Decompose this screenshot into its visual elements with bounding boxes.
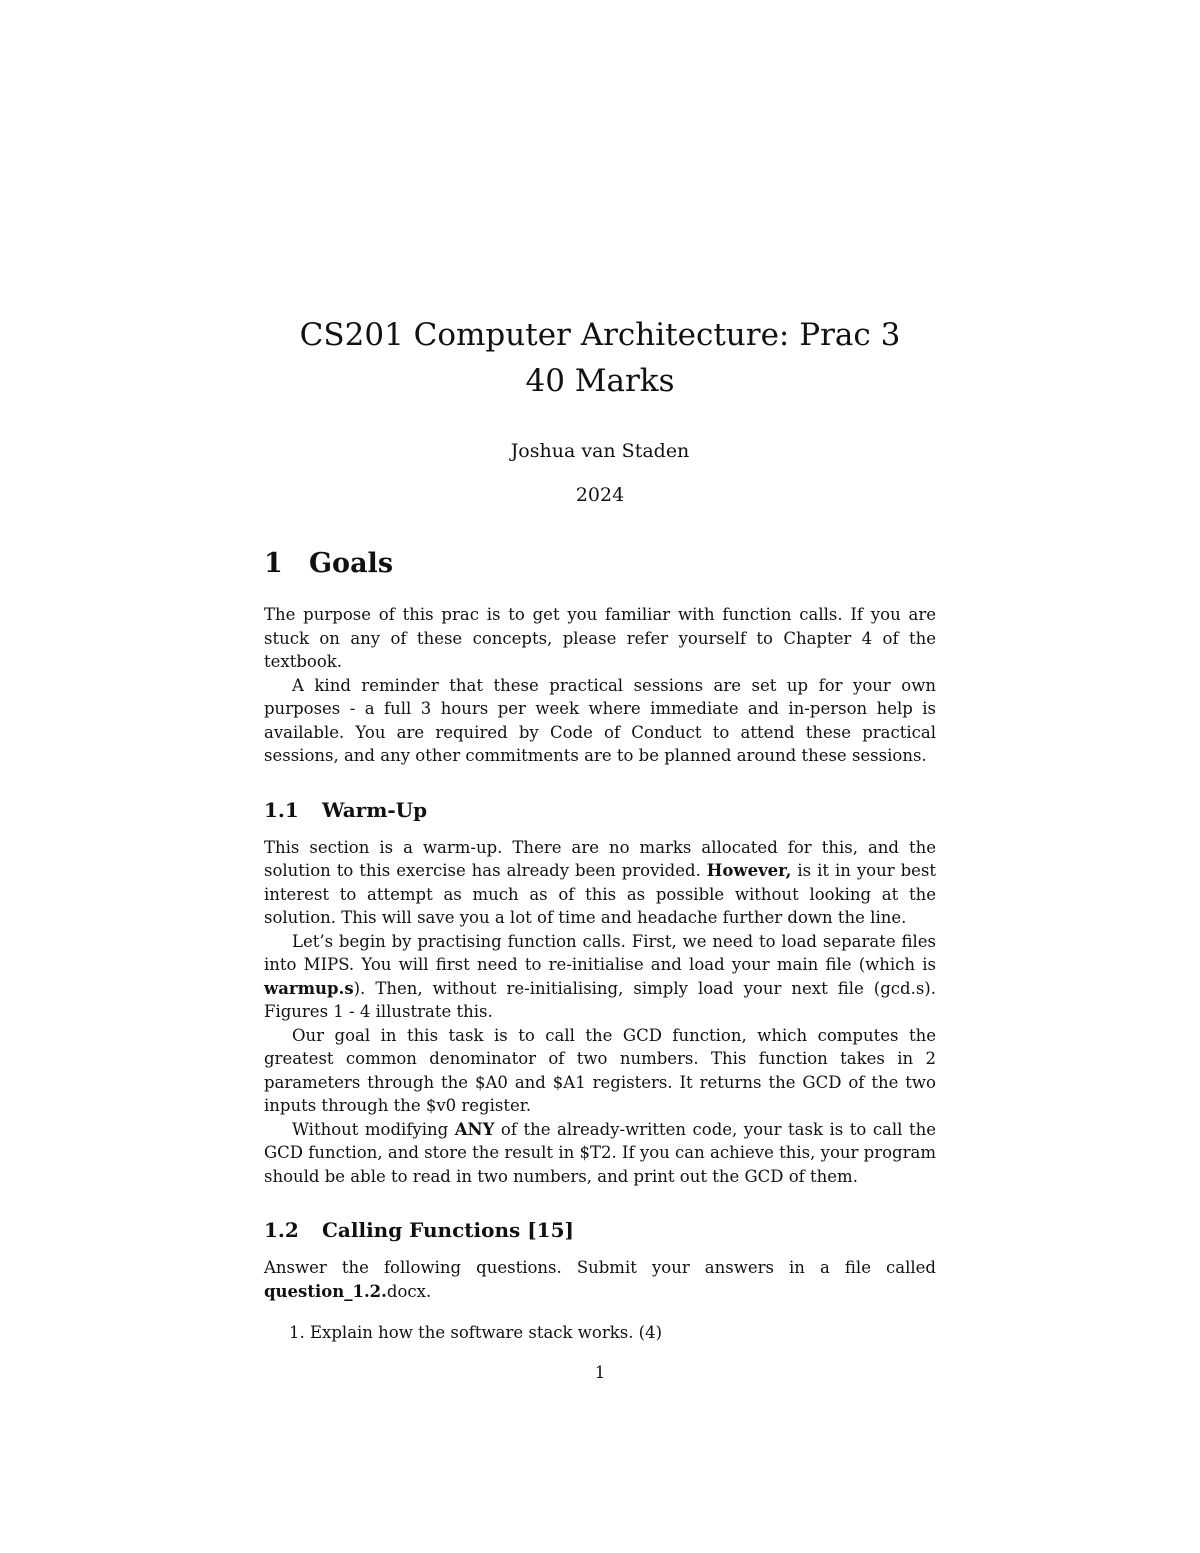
title-line-2: 40 Marks	[525, 363, 675, 399]
subsection-title: Warm-Up	[322, 797, 428, 822]
bold-text: warmup.s	[264, 978, 354, 998]
section-goals	[264, 548, 936, 768]
document-body	[264, 548, 936, 1375]
text-run: is it in your best interest to attempt as much as of this as possible without looking at the solution. This will save you a lot of time and headache further down the line.	[264, 861, 937, 927]
bold-text: However,	[706, 861, 792, 880]
paragraph: Our goal in this task is to call the GCD function, which computes the greatest common denominator of two numbers. This function takes in 2 parameters through the $A0 and $A1 registers. It returns the GCD of the two inputs through the $v0 register.	[264, 1025, 936, 1115]
page-number: 1	[594, 1363, 606, 1382]
date: 2024	[575, 484, 625, 506]
text-run: docx.	[386, 1281, 432, 1301]
paragraph	[264, 930, 936, 1024]
paragraph	[264, 1256, 936, 1303]
section-number: 1	[264, 548, 283, 579]
text-run: This section is a warm-up. There are no marks allocated for this, and the solution to this exercise has already been provided.	[264, 837, 936, 880]
document-title	[0, 312, 1200, 404]
text-run: Answer the following questions. Submit your answers in a file called	[264, 1258, 936, 1277]
section-title: Goals	[309, 548, 394, 579]
author: Joshua van Staden	[510, 440, 690, 462]
text-run: of the already-written code, your task is to call the GCD function, and store the result in $T2. If you can achieve this, your program should be able to read in two numbers, and print out the GCD of them.	[264, 1119, 936, 1186]
question-list	[264, 1321, 936, 1345]
title-block	[0, 312, 1200, 506]
text-run: Let’s begin by practising function calls. First, we need to load separate files into MIPS. You will first need to re-initialise and load your main file (which is	[264, 931, 936, 974]
list-item: 1. Explain how the software stack works. (4)	[310, 1321, 936, 1345]
bold-text: ANY	[454, 1119, 495, 1139]
paragraph	[264, 1118, 936, 1189]
text-run: Without modifying	[292, 1119, 449, 1139]
subsection-number: 1.1	[264, 797, 299, 822]
subsection-heading	[264, 798, 936, 822]
text-run: ). Then, without re-initialising, simply load your next file (gcd.s). Figures 1 - 4 illustrate this.	[264, 978, 936, 1021]
subsection-number: 1.2	[264, 1218, 299, 1242]
paragraph: A kind reminder that these practical sessions are set up for your own purposes - a full 3 hours per week where immediate and in-person help is available. You are required by Code of Conduct to attend these practical sessions, and any other commitments are to be planned around these sessions.	[264, 675, 936, 765]
subsection-title: Calling Functions [15]	[322, 1218, 574, 1242]
section-heading	[264, 548, 936, 579]
paragraph: The purpose of this prac is to get you familiar with function calls. If you are stuck on any of these concepts, please refer yourself to Chapter 4 of the textbook.	[264, 605, 936, 671]
title-line-1: CS201 Computer Architecture: Prac 3	[299, 317, 901, 353]
bold-text: question_1.2.	[264, 1281, 387, 1301]
section-calling-functions	[264, 1218, 936, 1345]
subsection-heading	[264, 1218, 936, 1242]
section-warmup	[264, 798, 936, 1189]
paragraph	[264, 836, 936, 930]
